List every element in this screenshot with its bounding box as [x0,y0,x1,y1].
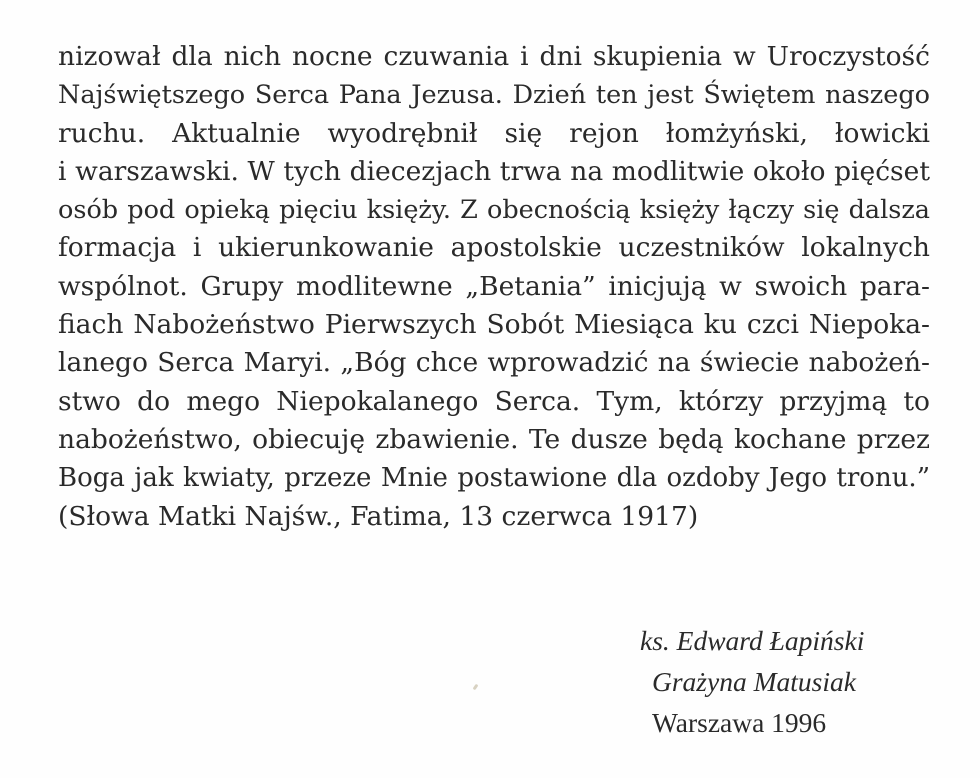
text-line: Najświętszego Serca Pana Jezusa. Dzień ten jest Świętem naszego [58,80,930,111]
place-and-date: Warszawa 1996 [652,707,827,738]
text-line: i warszawski. W tych diecezjach trwa na modlitwie około pięćset [58,155,930,187]
paper-speck [473,684,479,691]
text-line: nabożeństwo, obiecuję zbawienie. Te dusze będą kochane przez [58,423,930,455]
text-line: Boga jak kwiaty, przeze Mnie postawione dla ozdoby Jego tronu.” [58,463,930,494]
author-name: ks. Edward Łapiński [640,625,865,656]
body-paragraph [58,38,930,536]
text-line: lanego Serca Maryi. „Bóg chce wprowadzić na świecie nabożeń- [58,347,930,379]
text-line: nizował dla nich nocne czuwania i dni skupienia w Uroczystość [58,41,930,72]
text-line: ruchu. Aktualnie wyodrębnił się rejon łomżyński, łowicki [58,117,930,149]
text-line: stwo do mego Niepokalanego Serca. Tym, którzy przyjmą to [58,385,930,417]
text-line: fiach Nabożeństwo Pierwszych Sobót Miesiąca ku czci Niepoka- [58,309,930,341]
text-line: formacja i ukierunkowanie apostolskie uczestników lokalnych [58,232,930,264]
signature-block [640,620,940,743]
text-line: wspólnot. Grupy modlitewne „Betania” inicjują w swoich para- [58,270,930,302]
author-name: Grażyna Matusiak [652,666,856,697]
text-line-citation: (Słowa Matki Najśw., Fatima, 13 czerwca 1917) [58,500,699,532]
text-line: osób pod opieką pięciu księży. Z obecnością księży łączy się dalsza [58,195,930,226]
